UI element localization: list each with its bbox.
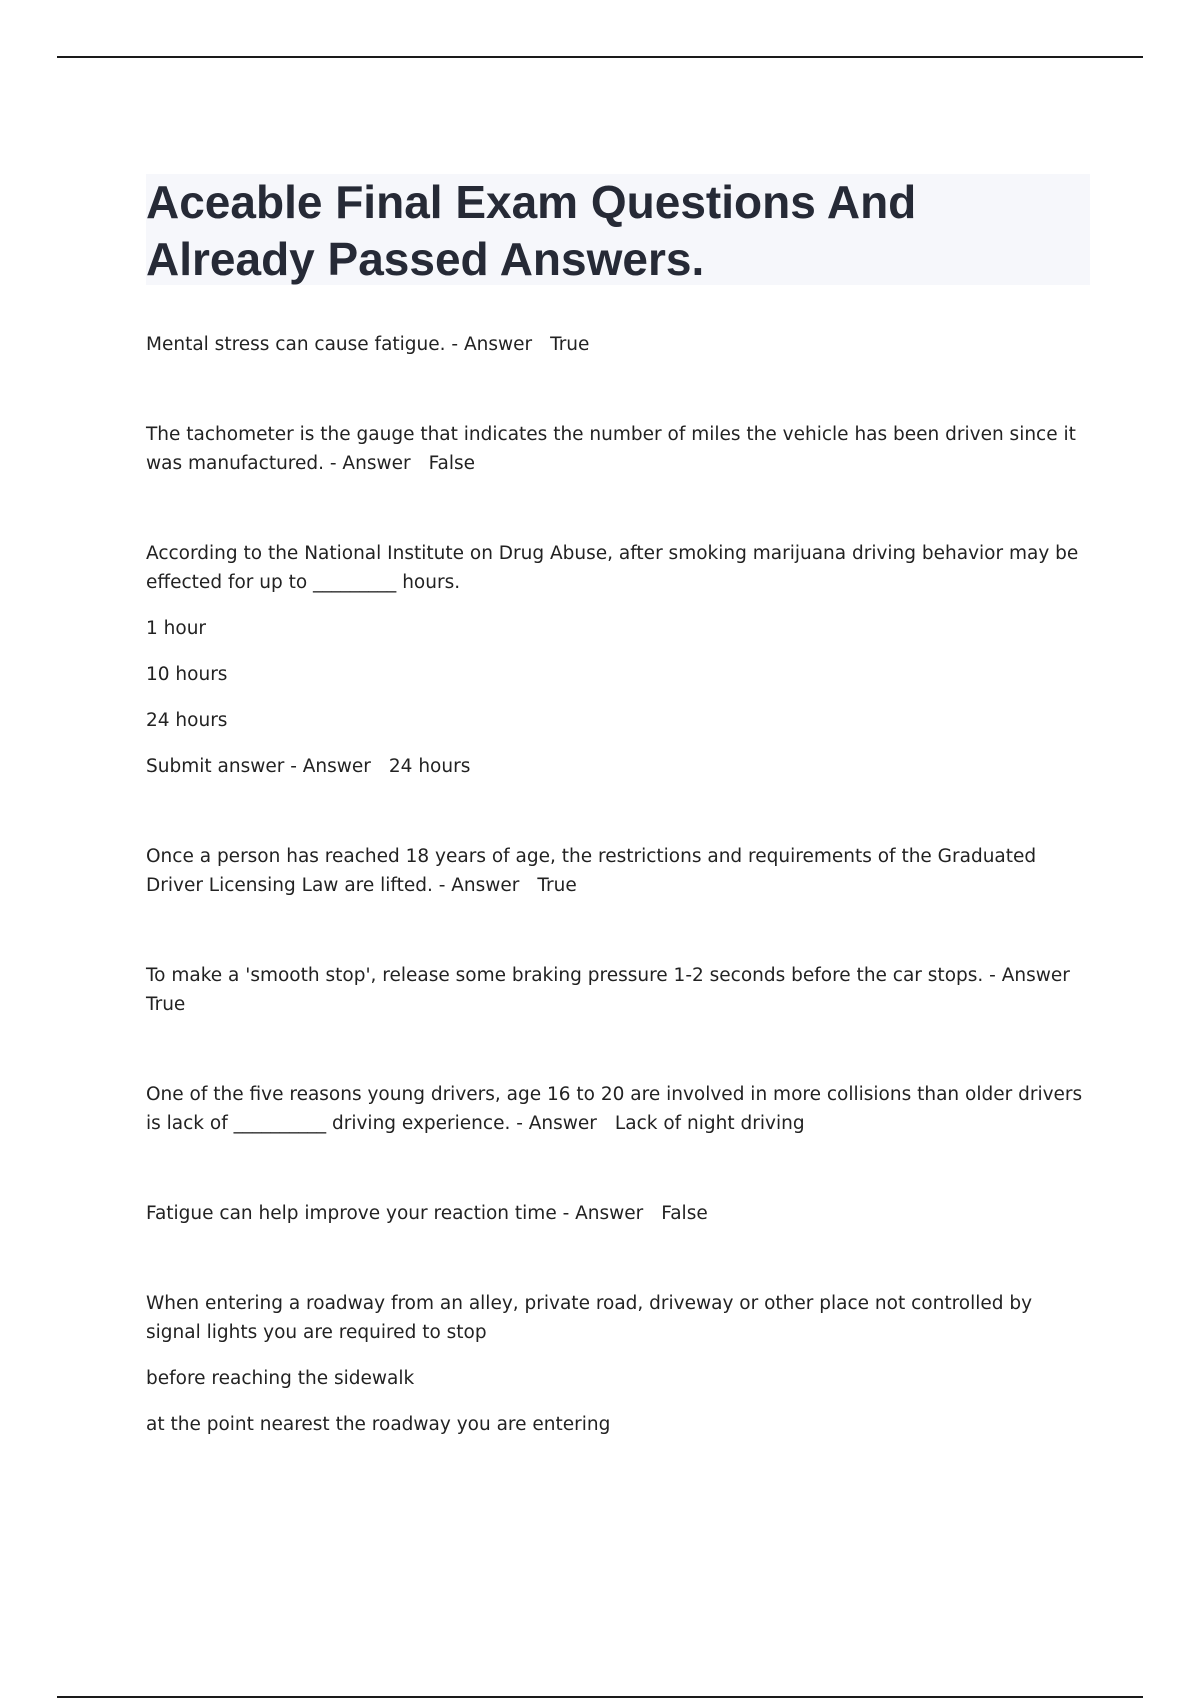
question-text: [146, 961, 1086, 1019]
qa-item-1: [146, 330, 1086, 359]
answer-value: True: [550, 334, 590, 355]
option-text: 1 hour: [146, 618, 207, 639]
qa-item-3: [146, 539, 1086, 781]
submit-answer-line: [146, 752, 1086, 781]
option-text: before reaching the sidewalk: [146, 1368, 415, 1389]
question-text: When entering a roadway from an alley, private road, driveway or other place not controlled by signal lights you are required to stop: [146, 1293, 1033, 1343]
document-title: Aceable Final Exam Questions And Already Passed Answers.: [146, 176, 917, 285]
question-text: [146, 1080, 1086, 1138]
qa-item-4: [146, 842, 1086, 900]
question-text: [146, 1199, 1086, 1228]
option-text: 24 hours: [146, 710, 228, 731]
submit-label: Submit answer - Answer: [146, 756, 371, 777]
qa-item-5: [146, 961, 1086, 1019]
question-label: The tachometer is the gauge that indicates the number of miles the vehicle has been driven since it was manufactured. - Answer: [146, 424, 1076, 474]
qa-item-6: [146, 1080, 1086, 1138]
qa-list: [146, 330, 1086, 1500]
answer-value: True: [537, 875, 577, 896]
question-label: Fatigue can help improve your reaction time - Answer: [146, 1203, 644, 1224]
question-text: [146, 842, 1086, 900]
question-text: [146, 420, 1086, 478]
qa-item-8: [146, 1289, 1086, 1439]
answer-value: False: [661, 1203, 708, 1224]
header-rule: [57, 56, 1143, 58]
answer-value: 24 hours: [388, 756, 471, 777]
answer-value: False: [428, 453, 476, 474]
question-label: One of the five reasons young drivers, age 16 to 20 are involved in more collisions than older drivers is lack of __________ driving experience. - Answer: [146, 1084, 1083, 1134]
question-text: [146, 330, 1086, 359]
qa-item-7: [146, 1199, 1086, 1228]
option-text: 10 hours: [146, 664, 228, 685]
answer-value: Lack of night driving: [614, 1113, 805, 1134]
answer-value: True: [146, 994, 186, 1015]
question-text: According to the National Institute on Drug Abuse, after smoking marijuana driving behavior may be effected for up to _________ hours.: [146, 543, 1079, 593]
question-label: To make a 'smooth stop', release some braking pressure 1-2 seconds before the car stops. - Answer: [146, 965, 1070, 986]
footer-rule: [57, 1696, 1143, 1698]
question-label: Mental stress can cause fatigue. - Answer: [146, 334, 533, 355]
option-text: at the point nearest the roadway you are entering: [146, 1414, 611, 1435]
qa-item-2: [146, 420, 1086, 478]
question-label: Once a person has reached 18 years of age, the restrictions and requirements of the Graduated Driver Licensing Law are lifted. - Answer: [146, 846, 1037, 896]
